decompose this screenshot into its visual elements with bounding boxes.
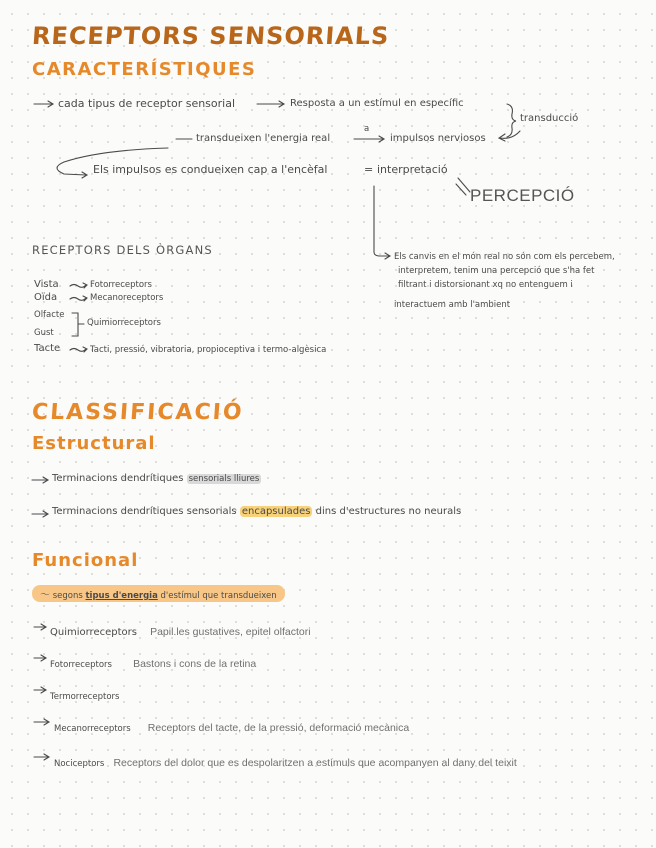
arrow-icon xyxy=(374,186,390,259)
arrow-icon xyxy=(34,101,53,107)
section-heading-classification: CLASSIFICACIÓ xyxy=(31,400,245,425)
receptor-oida: Mecanoreceptors xyxy=(90,293,164,303)
structural-item-1 xyxy=(52,473,261,484)
functional-item xyxy=(54,751,517,770)
flow-line3-equals: = xyxy=(364,163,374,176)
organs-heading: RECEPTORS DELS ÒRGANS xyxy=(32,243,213,257)
perception-label: PERCEPCIÓ xyxy=(470,186,575,205)
functional-intro-a: segons xyxy=(52,591,83,601)
note-line-3: filtrant i distorsionant xq no entenguem i xyxy=(398,280,573,290)
structural-item-2 xyxy=(52,506,461,517)
flow-line3-end: interpretació xyxy=(377,163,448,176)
brace-label: transducció xyxy=(520,113,579,124)
functional-item xyxy=(54,716,409,735)
functional-item-name: Nociceptors xyxy=(54,759,105,769)
organ-oida: Oïda xyxy=(34,292,58,303)
organ-tacte: Tacte xyxy=(34,343,61,354)
flow-line2-start: transdueixen l'energia real xyxy=(196,133,331,144)
functional-item-name: Quimiorreceptors xyxy=(50,627,137,638)
arrow-icon xyxy=(34,624,46,630)
functional-item-desc: Receptors del tacte, de la pressió, deformació mecànica xyxy=(147,722,410,734)
structural-item-2-tail: dins d'estructures no neurals xyxy=(315,506,462,517)
wave-arrow-icon xyxy=(70,283,87,288)
arrow-icon xyxy=(456,178,470,195)
wave-arrow-icon xyxy=(70,296,87,301)
structural-item-2-highlight: encapsulades xyxy=(241,506,311,517)
functional-item-desc: Bastons i cons de la retina xyxy=(133,658,257,670)
functional-item xyxy=(50,684,119,703)
subheading-functional: Funcional xyxy=(32,550,139,571)
organ-gust: Gust xyxy=(34,328,54,338)
functional-item xyxy=(50,652,256,671)
flow-line2-end: impulsos nerviosos xyxy=(390,133,486,144)
subheading-structural: Estructural xyxy=(32,433,156,454)
note-line-4: interactuem amb l'ambient xyxy=(394,300,511,310)
page-title: RECEPTORS SENSORIALS xyxy=(31,22,391,50)
receptor-olfacte-gust: Quimiorreceptors xyxy=(87,318,161,328)
functional-item-desc: Papil.les gustatives, epitel olfactori xyxy=(150,626,311,638)
functional-intro: 〜 segons tipus d'energia d'estímul que transdueixen xyxy=(32,585,285,602)
structural-item-1-text: Terminacions dendrítiques xyxy=(52,473,184,484)
brace-icon xyxy=(507,104,516,137)
arrow-icon xyxy=(257,101,284,107)
structural-item-2-text: Terminacions dendrítiques sensorials xyxy=(52,506,237,517)
organ-vista: Vista xyxy=(34,279,59,290)
organ-olfacte: Olfacte xyxy=(34,310,65,320)
flow-line1-start: cada tipus de receptor sensorial xyxy=(58,97,236,110)
receptor-vista: Fotorreceptors xyxy=(90,280,152,290)
flow-line1-end: Resposta a un estímul en específic xyxy=(290,98,464,109)
flow-line3-start: Els impulsos es condueixen cap a l'encèfal xyxy=(93,163,328,176)
bracket-icon xyxy=(72,313,84,336)
note-line-1: Els canvis en el món real no són com els percebem, xyxy=(394,252,615,262)
functional-item xyxy=(50,620,311,639)
receptor-tacte: Tacti, pressió, vibratoria, propioceptiva i termo-algèsica xyxy=(90,345,327,355)
functional-intro-b: tipus d'energia xyxy=(85,591,158,601)
structural-item-1-highlight: sensorials lliures xyxy=(188,474,260,484)
note-line-2: interpretem, tenim una percepció que s'ha fet xyxy=(398,266,595,276)
arrow-icon xyxy=(32,511,48,517)
functional-item-desc: Receptors del dolor que es despolaritzen a estímuls que acompanyen al dany del teixit xyxy=(113,757,517,769)
functional-item-name: Termorreceptors xyxy=(50,692,120,702)
functional-item-name: Mecanorreceptors xyxy=(54,724,131,734)
arrow-icon xyxy=(354,136,384,142)
arrow-icon xyxy=(34,719,49,725)
arrow-icon xyxy=(34,687,46,693)
wave-arrow-icon xyxy=(70,347,87,352)
arrow-icon xyxy=(34,655,46,661)
arrow-icon xyxy=(34,754,49,760)
arrow-icon xyxy=(32,477,48,483)
flow-line2-arrow-label: a xyxy=(364,124,370,134)
section-heading-characteristics: CARACTERÍSTIQUES xyxy=(32,59,257,80)
functional-intro-c: d'estímul que transdueixen xyxy=(160,591,277,601)
functional-item-name: Fotorreceptors xyxy=(50,660,112,670)
